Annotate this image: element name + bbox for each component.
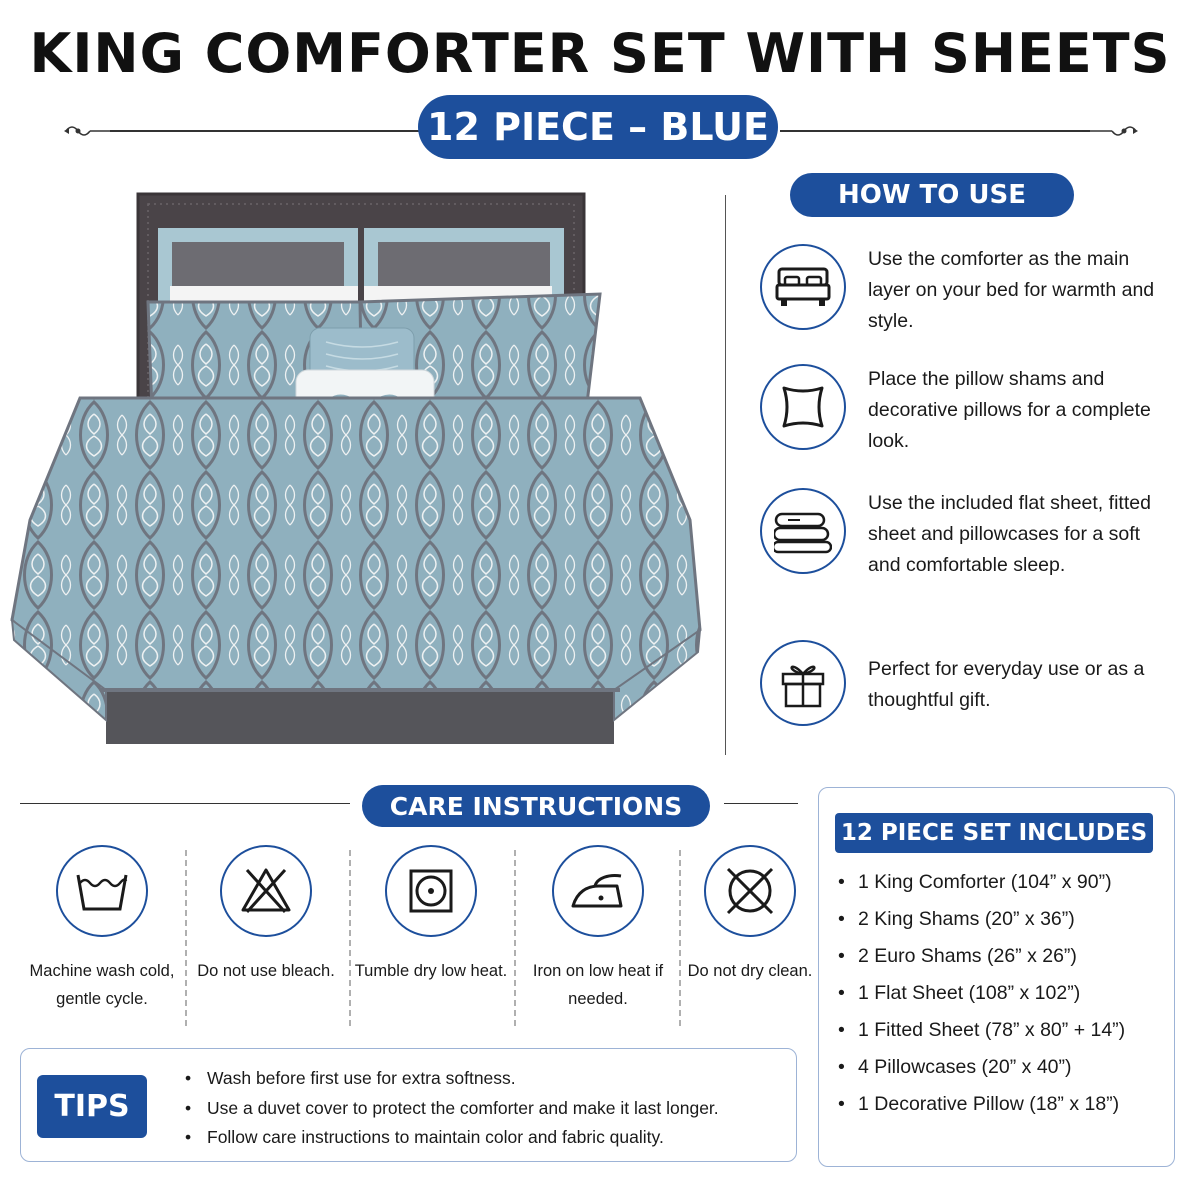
flourish-left-icon <box>62 120 122 142</box>
bed-icon <box>760 244 846 330</box>
title-divider-right <box>780 130 1090 132</box>
care-divider-left <box>20 803 350 804</box>
how-to-use-text: Place the pillow shams and decorative pillows for a complete look. <box>868 368 1151 452</box>
care-text: Tumble dry low heat. <box>354 962 508 980</box>
tip-item: • Use a duvet cover to protect the comforter and make it last longer. <box>185 1094 785 1124</box>
flourish-right-icon <box>1080 120 1140 142</box>
included-item: • 1 Decorative Pillow (18” x 18”) <box>838 1086 1168 1123</box>
how-to-use-text: Perfect for everyday use or as a thoughtful gift. <box>868 658 1145 711</box>
folded-sheets-icon <box>760 488 846 574</box>
set-includes-list <box>838 864 1168 1123</box>
care-text: Do not use bleach. <box>197 962 335 980</box>
pillow-icon <box>760 364 846 450</box>
how-to-use-text: Use the included flat sheet, fitted sheet and pillowcases for a soft and comfortable sleep. <box>868 492 1151 576</box>
iron-low-heat-icon <box>552 845 644 937</box>
how-to-use-item <box>760 640 1180 740</box>
vertical-divider <box>725 195 726 755</box>
set-includes-heading: 12 PIECE SET INCLUDES <box>835 813 1153 853</box>
title-divider-left <box>110 130 420 132</box>
included-item: • 1 Fitted Sheet (78” x 80” + 14”) <box>838 1012 1168 1049</box>
care-text: Machine wash cold, gentle cycle. <box>29 962 175 1008</box>
care-instructions-heading: CARE INSTRUCTIONS <box>362 785 710 827</box>
tip-item: • Follow care instructions to maintain color and fabric quality. <box>185 1123 785 1153</box>
do-not-bleach-icon <box>220 845 312 937</box>
care-separator <box>514 850 516 1026</box>
included-item: • 2 Euro Shams (26” x 26”) <box>838 938 1168 975</box>
tip-item: • Wash before first use for extra softness. <box>185 1064 785 1094</box>
care-text: Do not dry clean. <box>687 962 813 980</box>
how-to-use-heading: HOW TO USE <box>790 173 1074 217</box>
how-to-use-item <box>760 244 1180 344</box>
machine-wash-cold-icon <box>56 845 148 937</box>
tumble-dry-low-icon <box>385 845 477 937</box>
how-to-use-item <box>760 488 1180 588</box>
care-item <box>518 845 678 1020</box>
included-item: • 1 King Comforter (104” x 90”) <box>838 864 1168 901</box>
included-item: • 1 Flat Sheet (108” x 102”) <box>838 975 1168 1012</box>
do-not-dry-clean-icon <box>704 845 796 937</box>
care-item <box>351 845 511 1020</box>
care-text: Iron on low heat if needed. <box>532 962 664 1008</box>
page-title: KING COMFORTER SET WITH SHEETS <box>29 22 1171 85</box>
tips-list <box>185 1064 785 1153</box>
how-to-use-item <box>760 364 1180 464</box>
bed-product-image <box>10 190 710 770</box>
included-item: • 2 King Shams (20” x 36”) <box>838 901 1168 938</box>
how-to-use-text: Use the comforter as the main layer on your bed for warmth and style. <box>868 248 1155 332</box>
included-item: • 4 Pillowcases (20” x 40”) <box>838 1049 1168 1086</box>
gift-icon <box>760 640 846 726</box>
care-item <box>22 845 182 1020</box>
care-item <box>186 845 346 1020</box>
care-divider-right <box>724 803 798 804</box>
care-item <box>670 845 830 1020</box>
subtitle-badge: 12 PIECE – BLUE <box>418 95 778 159</box>
tips-label: TIPS <box>37 1075 147 1138</box>
